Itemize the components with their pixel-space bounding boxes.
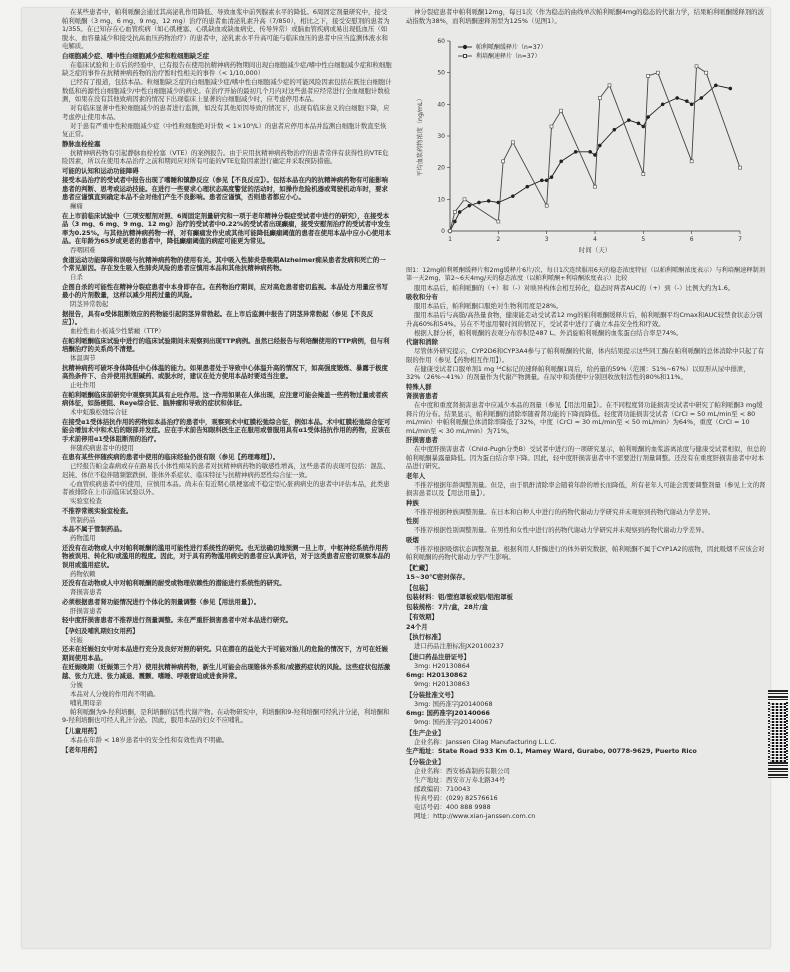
paragraph: 肾损害患者	[70, 588, 102, 596]
data-point	[526, 185, 529, 188]
paragraph: 对于患有严重中性粒细胞减少症（中性粒细胞绝对计数 < 1×10⁹/L）的患者应停用本品并监测白细胞计数直至恢复正常。	[62, 121, 387, 138]
data-point	[540, 179, 543, 182]
legend-marker-1	[464, 55, 467, 58]
data-point	[647, 74, 650, 77]
right-text-column	[406, 8, 766, 943]
paragraph: 服用本品后与高脂/高热量食物，健康能走动受试者12 mg的帕利哌酮缓释片后，帕利哌酮平均Cmax和AUC较禁食状态分别升高60%和54%。另在不考虑用餐时间的情况下，受试者中进行了确立本品安全性和疗效。	[406, 311, 763, 328]
paragraph: 生产地址：西安市万寿北路34号	[414, 775, 506, 784]
paragraph: 根据人群分析，帕利哌酮的表观分布容积是487 L。外消旋帕利哌酮的血浆蛋白结合率是74%。	[414, 328, 683, 337]
paragraph: 本品对人分娩的作用尚不明确。	[70, 689, 160, 698]
paragraph: 在中度和重度肾损害患者中应减少本品的剂量（参见【用法用量】）。在不同程度肾功能损害受试者中研究了帕利哌酮3 mg缓释片的分布。结果显示，帕利哌酮的清除率随着肾功能的下降而降低。轻度肾功能损害受试者（CrCl = 50 mL/min至 < 80 mL/min）中帕利哌酮总体清除率降低了32%，中度（CrCl = 30 mL/min至 < 50 mL/min）为64%，重度（CrCl = 10 mL/min至 < 30 mL/min）为71%。	[406, 401, 763, 435]
paragraph: 心血管疾病患者中的使用，应慎用本品。尚未在有近期心肌梗塞或不稳定型心脏病病史的患者中评估本品，此类患者被排除在上市前临床试验以外。	[62, 479, 390, 496]
subsection-heading: 白细胞减少症、嗜中性白细胞减少症和粒细胞缺乏症	[62, 51, 209, 60]
subsection-heading: 不推荐常规实验室检查。	[62, 506, 133, 515]
subsection-heading: 企图自杀的可能性在精神分裂症患者中本身即存在。在药物治疗期间，应对高危患者密切监视。本品处方用量应书写最小的片剂数量，这样以减少用药过量的风险。	[62, 282, 388, 299]
data-point	[685, 100, 688, 103]
paragraph: 分娩	[70, 680, 83, 689]
data-point	[560, 109, 563, 112]
subsection-heading: 在接受α1受体拮抗作用的药物如本品治疗的患者中，观察到术中虹膜松弛综合征，例如本品。术中虹膜松弛综合征可能会增加术中和术后的眼部并发症。应在手术前告知眼科医生正在服用或曾服用具有α1受体拮抗作用的药物，应该在手术前停用α1受体阻断剂的治疗。	[62, 417, 391, 443]
data-point	[560, 160, 563, 163]
legend-marker-0	[463, 45, 466, 48]
paragraph: 在某些患者中，帕利哌酮会通过其高泌乳作用降低、导致血浆中前列腺素水平的降低。6周固定剂量研究中，接受帕利哌酮（3 mg、6 mg、9 mg、12 mg）治疗的患者血清泌乳素升高（7/850），相比之下，接受安慰剂的患者为1/355。在已知存在心血管疾病（如心肌梗塞、心肌缺血或缺血病史、传导异常）或脑血管疾病或易出现低血压（如脱水、血容量减少和接受抗高血压药物治疗）的患者中，泌乳素水平升高可能与临床血压的患者中应当监测体液水和电解质。	[62, 8, 390, 50]
paragraph: 术中虹膜松弛综合征	[70, 408, 128, 416]
paragraph: 企业名称：Janssen Cilag Manufacturing L.L.C.	[414, 737, 557, 746]
y-tick-label: 0	[441, 228, 445, 235]
subsection-heading: 本品不属于管制药品。	[62, 525, 126, 533]
section-heading: 【老年用药】	[62, 746, 101, 754]
y-tick-label: 40	[437, 101, 445, 109]
data-point	[593, 153, 596, 156]
paragraph: 已经报告帕金森病或存在路易氏小体性痴呆的患者对抗精神病药物的敏感性增高，这些患者的表现可包括：混乱、迟钝、体位不稳伴随频繁跌倒、锥体外系症状、临床特征与抗精神病药恶性综合征一致。	[62, 462, 390, 479]
paragraph: 实验室检查	[70, 497, 102, 505]
data-point	[661, 103, 664, 106]
chart-svg	[412, 27, 752, 265]
data-point	[477, 201, 480, 204]
pk-concentration-chart	[412, 27, 752, 265]
paragraph: 不推荐根据性别调整剂量。在男性和女性中进行的药物代谢动力学研究并未观察到药物代谢动力学差异。	[414, 526, 708, 535]
data-point	[453, 211, 456, 214]
subsection-heading: 还没有在动物或人中对帕利哌酮的滥用可能性进行系统性的研究。也无法确切地预测一旦上市，中枢神经系统作用药物被误用、转化和/或滥用的程度。因此，对于具有药物滥用病史的患者应认真评估，对于这类患者应密切观察本品的误用或滥用症状。	[62, 543, 391, 569]
subsection-heading: 肾损害患者	[406, 392, 438, 401]
paragraph: 药物依赖	[70, 569, 96, 578]
section-heading: 【执行标准】	[406, 633, 445, 642]
x-tick-label: 2	[496, 236, 501, 243]
subsection-heading: 代谢和消除	[406, 338, 438, 347]
data-point	[550, 176, 553, 179]
data-point	[647, 115, 650, 118]
data-point	[700, 96, 703, 99]
subsection-heading: 在帕利哌酮临床试验中进行的临床试验期间未观察到出现TTP病例。虽然已经报告与利培酮使用的TTP病例，但与利培酮治疗的关系尚不清楚。	[62, 336, 390, 353]
y-tick-label: 30	[437, 133, 445, 140]
paragraph: 帕利哌酮为9-羟利培酮，是利培酮的活性代谢产物。在动物研究中，利培酮和9-羟利培酮可经乳汁分泌，利培酮和9-羟利培酮也可经人乳汁分泌。因此，服用本品的妇女不应哺乳。	[62, 707, 390, 724]
data-point	[511, 141, 514, 144]
data-point	[594, 185, 597, 188]
paragraph: 服用本品后，帕利哌酮的（+）和（-）对映异构体会相互转化，稳态时两者AUC的（+）到（-）比例大约为1.6。	[414, 283, 735, 292]
data-point	[656, 71, 659, 74]
subsection-heading: 据报告，具有α受体阻断效应的药物能引起阴茎异常勃起。在上市后监测中报告了阴茎异常勃起（参见【不良反应】）。	[62, 309, 374, 326]
paragraph: 电话号码：400 888 9988	[414, 802, 491, 811]
section-heading: 【贮藏】	[406, 563, 432, 572]
paragraph: 抗精神病药物有引起静脉血栓栓塞（VTE）的案例报告。由于应用抗精神病药物治疗的患者常伴有获得性的VTE危险因素，所以在使用本品治疗之前和期间应对所有可能的VTE危险因素进行确定并采取预防措施。	[62, 148, 389, 165]
legend-label-0: 帕利哌酮缓释片（n=37）	[476, 44, 547, 51]
data-point	[453, 220, 456, 223]
subsection-heading: 可能的认知和运动功能障碍	[62, 166, 139, 175]
pk-intro-paragraph: 神分裂症患者中帕利哌酮12mg，每日1次（作为稳态的曲线单次帕利哌酮4mg的稳态的代谢力学，结果帕利哌酮缓释剂的波动指数为38%，而利培酮速释剂型为125%（见图1）。	[406, 8, 764, 25]
x-tick-label: 4	[593, 236, 597, 243]
data-point	[608, 84, 611, 87]
paragraph: 对有临床显著中性粒细胞减少的患者进行监测，如没有其他原因导致的情况下，出现有临床意义的白细胞下降，应考虑停止使用本品。	[62, 104, 390, 121]
data-point	[458, 210, 461, 213]
paragraph: 血栓性血小板减少性紫癜（TTP）	[70, 327, 165, 335]
subsection-heading: 生产地址：State Road 933 Km 0.1, Mamey Ward, Gurabo, 00778-9629, Puerto Rico	[406, 747, 697, 756]
x-tick-label: 1	[448, 236, 452, 243]
section-heading: 【孕妇及哺乳期妇女用药】	[62, 626, 139, 635]
subsection-heading: 食道运动功能障碍和误吸与抗精神病药物的使用有关。其中吸入性肺炎是晚期Alzheimer痴呆患者发病和死亡的一个常见原因。存在发生吸入性肺炎风险的患者应慎用本品和其他抗精神病药物。	[62, 255, 386, 272]
paragraph: 止吐作用	[70, 381, 96, 389]
data-point	[739, 166, 742, 169]
subsection-heading: 必须根据患者肾功能情况进行个体化的剂量调整（参见【用法用量】）。	[62, 597, 261, 606]
paragraph: 妊娠	[70, 635, 83, 644]
paragraph: 9mg: H20130863	[414, 680, 470, 689]
subsection-heading: 在患有某些伴随疾病的患者中使用的临床经验仍很有限（参见【药理毒理】）。	[62, 453, 280, 461]
paragraph: 在健康受试者口服单剂1 mg ¹⁴C标记的速释帕利哌酮1周后，给药量的59%（范围：51%~67%）以原形从尿中排泄，32%（26%~41%）的剂量作为代谢产物测量。在尿中和粪便中分别回收放射活性的80%和11%。	[406, 364, 750, 382]
data-point	[729, 87, 732, 90]
x-tick-label: 7	[738, 236, 742, 243]
paragraph: 本品在年龄 < 18岁患者中的安全性和有效性尚不明确。	[70, 735, 229, 744]
paragraph: 药物滥用	[70, 534, 96, 542]
section-heading: 【分装批准文号】	[406, 690, 458, 699]
subsection-heading: 24个月	[406, 622, 428, 631]
paragraph: 3mg: H20130864	[414, 661, 470, 670]
subsection-heading: 在妊娠晚期（妊娠第三个月）使用抗精神病药物，新生儿可能会出现锥体外系和/或撤药症状的风险。这些症状包括激越、张力亢进、张力减退、震颤、嗜睡、呼吸窘迫或进食异常。	[62, 663, 391, 680]
document-page	[22, 8, 770, 948]
subsection-heading: 轻中度肝损害患者不推荐进行剂量调整。未在严重肝损害患者中对本品进行研究。	[62, 616, 293, 624]
data-point	[690, 103, 693, 106]
legend-label-1: 利培酮速释片（n=37）	[476, 53, 541, 60]
data-point	[705, 71, 708, 74]
subsection-heading: 老年人	[406, 471, 426, 480]
subsection-heading: 包装材料：铝/塑泡罩板或铝/铝泡罩板	[406, 593, 513, 602]
data-point	[598, 144, 601, 147]
paragraph: 9mg: 国药准字J20140067	[414, 718, 493, 727]
paragraph: 体温调节	[70, 354, 96, 362]
data-point	[497, 220, 500, 223]
section-heading: 【有效期】	[406, 613, 438, 622]
series-line-1	[450, 66, 740, 231]
paragraph: 传真号码：(029) 82576616	[414, 793, 498, 802]
y-tick-label: 60	[437, 38, 445, 45]
subsection-heading: 15~30℃密封保存。	[406, 573, 469, 582]
data-point	[449, 230, 452, 233]
paragraph: 吞咽困难	[70, 246, 96, 254]
paragraph: 不推荐根据种族调整剂量。在日本和白种人中进行的药物代谢动力学研究并未观察到药物代谢动力学差异。	[414, 507, 715, 516]
data-point	[714, 84, 717, 87]
data-point	[627, 119, 630, 122]
data-point	[574, 150, 577, 153]
x-tick-label: 5	[641, 236, 646, 243]
x-tick-label: 3	[544, 236, 549, 243]
x-axis-label: 时间（天）	[578, 246, 612, 254]
paragraph: 阴茎异常勃起	[70, 300, 109, 308]
data-point	[637, 122, 640, 125]
data-point	[690, 160, 693, 163]
paragraph: 服用本品后，帕利哌酮口服绝对生物利用度是28%。	[414, 302, 563, 311]
section-heading: 【生产企业】	[406, 728, 445, 737]
subsection-heading: 包装规格：7片/盒，28片/盒	[406, 602, 488, 611]
data-point	[550, 125, 553, 128]
subsection-heading: 接受本品治疗的受试者中报告出现了嗜睡和镇静反应（参见【不良反应】）。包括本品在内的抗精神病药物有可能影响患者的判断、思考或运动技能。在进行一些要求心理状态高度警觉的活动时，如操作危险机器或驾驶机动车时，要求患者应谨慎直到确定本品不会对他们产生不良影响。患者应谨慎，否则患者都应小心。	[62, 176, 388, 201]
data-point	[676, 96, 679, 99]
paragraph: 企业名称：西安杨森制药有限公司	[414, 766, 510, 775]
paragraph: 3mg: 国药准字J20140068	[414, 699, 493, 708]
subsection-heading: 6mg: H20130862	[406, 671, 468, 680]
section-heading: 【进口药品注册证号】	[406, 652, 470, 661]
paragraph: 已经有了报道，包括本品。粒细胞缺乏症的白细胞减少症/嗜中性白细胞减少症的可能风险因素包括在既往白细胞计数低和药源性白细胞减少/中性白细胞减少的病史。在治疗开始的最初几个月内对这些患者应经常进行全血细胞计数检测，如果在没有其他致病因素的情况下出现临床上显著的白细胞减少时，应考虑停用本品。	[62, 78, 392, 103]
paragraph: 进口药品注册标准JX20100237	[414, 642, 504, 651]
subsection-heading: 吸烟	[406, 535, 419, 544]
y-axis-label: 平均血浆药物浓度（ng/mL）	[417, 95, 424, 177]
subsection-heading: 吸收和分布	[406, 293, 438, 302]
data-point	[613, 128, 616, 131]
data-point	[695, 65, 698, 68]
subsection-heading: 在上市前临床试验中（三项安慰剂对照、6周固定剂量研究和一项于老年精神分裂症受试者中进行的研究），在接受本品（3 mg、6 mg、9 mg、12 mg）治疗的受试者中0.22%的受试者出现癫痫，接受安慰剂治疗的受试者中发生率为0.25%。与其他抗精神病药物一样，对有癫痫发作史或其他可能降低癫痫阈值的患者在使用本品中应小心使用本品。在年龄为65岁或更老的患者中，降低癫痫阈值的病症可能更为常见。	[62, 211, 391, 245]
data-point	[545, 204, 548, 207]
paragraph: 网址：http://www.xian-janssen.com.cn	[414, 811, 536, 820]
data-point	[589, 150, 592, 153]
section-heading: 【分装企业】	[406, 757, 445, 766]
paragraph: 伴随疾病患者中的使用	[70, 443, 134, 452]
data-point	[598, 97, 601, 100]
paragraph: 肝损害患者	[70, 606, 102, 615]
subsection-heading: 还未在妊娠妇女中对本品进行充分及良好对照的研究。只在潜在的益处大于可能对胎儿的危险的情况下，方可在妊娠期间使用本品。	[62, 645, 388, 662]
paragraph: 在中度肝损害患者（Child-Pugh分类B）受试者中进行的一项研究显示，帕利哌酮的血浆游离浓度与健康受试者相似，但总的帕利哌酮暴露量降低。因为蛋白结合率下降。因此，轻中度肝损害患者中不需要进行剂量调整。还没有在重度肝损害患者中对本品进行研究。	[406, 445, 766, 471]
subsection-heading: 6mg: 国药准字J20140066	[406, 709, 490, 718]
subsection-heading: 性别	[406, 517, 419, 526]
paragraph: 在临床试验和上市后的经验中，已有报告在使用抗精神病药物期间出现白细胞减少症/嗜中性白细胞减少症和粒细胞缺乏症的事件在抗精神病药物的治疗暂时性相关的事件（< 1/10,000）	[62, 60, 392, 77]
subsection-heading: 还没有在动物或人中对帕利哌酮的耐受或物理依赖性的潜能进行系统性的研究。	[62, 579, 286, 587]
data-point	[642, 173, 645, 176]
y-tick-label: 10	[437, 196, 445, 204]
subsection-heading: 抗精神病药可破坏身体降低中心体温的能力。如果患者处于导致中心体温升高的情况下，如高强度锻炼、暴露于极度高热条件下、合并使用抗胆碱药、或脱水时，建议在处方使用本品时要适当注意。	[62, 363, 388, 380]
paragraph: 邮政编码：710043	[414, 784, 471, 793]
paragraph: 不推荐根据吸烟状态调整剂量。根据利用人肝酶进行的体外研究数据，帕利哌酮不属于CYP1A2的底物，因此吸烟不应该会对帕利哌酮的药物代谢动力学产生影响。	[406, 544, 765, 562]
paragraph: 哺乳期母亲	[70, 698, 102, 707]
data-point	[463, 198, 466, 201]
subsection-heading: 在帕利哌酮临床前研究中观察到其具有止吐作用。这一作用如果在人体出现，应注意可能会掩盖一些药物过量或者疾病体征，如肠梗阻、Reye综合征、脑肿瘤和导致的症状和体征。	[62, 390, 388, 407]
paragraph: 管制药品	[70, 515, 96, 524]
data-point	[468, 204, 471, 207]
subsection-heading: 静脉血栓栓塞	[62, 139, 101, 148]
paragraph: 癫痫	[70, 202, 83, 210]
subsection-heading: 种族	[406, 498, 419, 507]
figure-caption: 图1：12mg帕利哌酮缓释片和2mg缓释片6片/次，每日1次连续服用6天的稳态浓度特征（以帕利哌酮浓度表示）与利培酮速释制剂第一天2mg，第2~6天4mg/天的稳态浓度（以帕利哌酮+利培酮浓度表示）比较	[406, 267, 765, 283]
x-tick-label: 6	[689, 236, 694, 243]
qr-code	[770, 702, 786, 762]
right-text-body	[406, 284, 766, 821]
data-point	[511, 195, 514, 198]
section-heading: 【儿童用药】	[62, 726, 101, 735]
left-text-column	[62, 8, 392, 943]
paragraph: 自杀	[70, 273, 83, 281]
subsection-heading: 特殊人群	[406, 382, 432, 391]
paragraph: 不推荐根据年龄调整剂量。但是，由于肌酐清除率会随着年龄的增长而降低，所有老年人可能会需要调整剂量（参见上文的肾损害患者以及【用法用量】）。	[406, 480, 766, 498]
y-tick-label: 50	[437, 69, 445, 77]
series-line-0	[450, 85, 730, 231]
data-point	[502, 160, 505, 163]
data-point	[642, 125, 645, 128]
data-point	[487, 199, 490, 202]
paragraph: 尽管体外研究提示，CYP2D6和CYP3A4参与了帕利哌酮的代谢，体内结果提示这些同工酶在帕利哌酮的总体消除中只起了有限的作用（参见【药物相互作用】）。	[406, 347, 765, 364]
y-tick-label: 20	[437, 164, 445, 172]
subsection-heading: 肝损害患者	[406, 436, 438, 445]
section-heading: 【包装】	[406, 583, 432, 592]
